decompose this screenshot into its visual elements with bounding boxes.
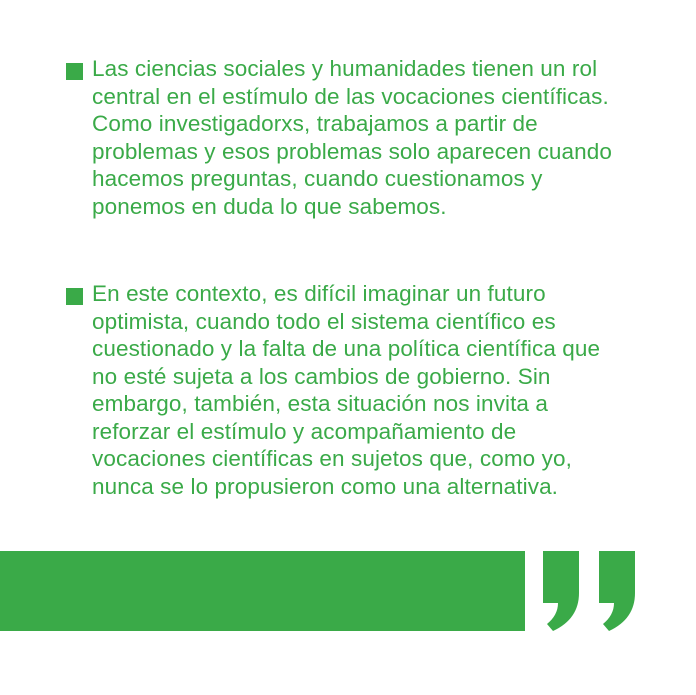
paragraph-1 [66, 55, 626, 220]
decorative-green-bar [0, 551, 525, 631]
paragraph-1-text: Las ciencias sociales y humanidades tienen un rol central en el estímulo de las vocaciones científicas. Como investigadorxs, trabajamos a partir de problemas y esos problemas solo aparecen cuando hacemos preguntas, cuando cuestionamos y ponemos en duda lo que sabemos. [92, 56, 613, 219]
square-bullet-icon [66, 288, 83, 305]
square-bullet-icon [66, 63, 83, 80]
closing-quote-icon [597, 551, 637, 631]
closing-quote-icon [541, 551, 581, 631]
paragraph-2-text: En este contexto, es difícil imaginar un futuro optimista, cuando todo el sistema científico es cuestionado y la falta de una política científica que no esté sujeta a los cambios de gobierno. Sin embargo, también, esta situación nos invita a reforzar el estímulo y acompañamiento de vocaciones científicas en sujetos que, como yo, nunca se lo propusieron como una alternativa. [92, 281, 601, 499]
paragraph-2 [66, 280, 626, 500]
